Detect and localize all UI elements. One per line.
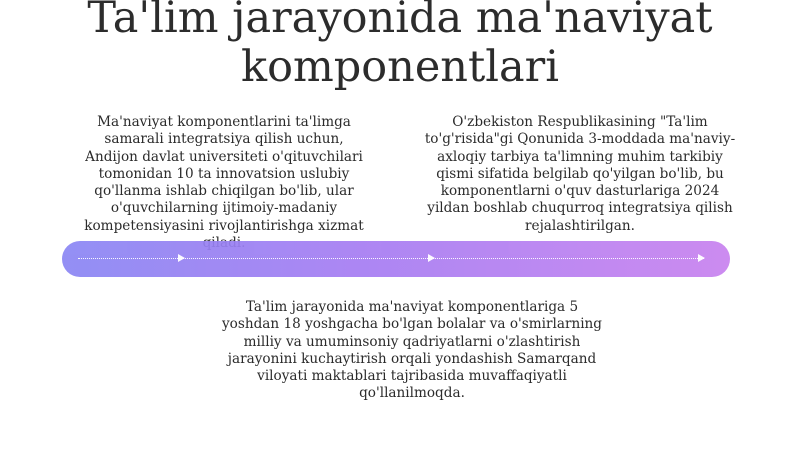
paragraph-left: Ma'naviyat komponentlarini ta'limga samarali integratsiya qilish uchun, Andijon davlat universiteti o'qituvchilari tomonidan 10 ta innovatsion uslubiy qo'llanma ishlab chiqilgan bo'lib, ular o'quvchilarning ijtimoiy-madaniy kompetensiyasini rivojlantirishga xizmat [84,114,364,234]
page-title: Ta'lim jarayonida ma'naviyat komponentlari [87,0,713,92]
paragraph-bottom: Ta'lim jarayonida ma'naviyat komponentlariga 5 yoshdan 18 yoshgacha bo'lgan bolalar va o'smirlarning milliy va umuminsoniy qadriyatlarni o'zlashtirish jarayonini kuchaytirish orqali yondashish Samarqand viloyati maktablari tajribasida muvaffaqiyatli qo'llanilmoqda. [222,299,603,402]
timeline-dotted-line [78,258,704,259]
timeline-bar [62,241,730,277]
paragraph-right: O'zbekiston Respublikasining "Ta'lim to'g'risida"gi Qonunida 3-moddada ma'naviy-axloqiy tarbiya ta'limning muhim tarkibiy qismi sifatida belgilab qo'yilgan bo'lib, bu komponentlarni o'quv dasturlariga 2024 yildan boshlab chuqurroq integratsiya qilish rejalashtirilgan. [424,114,736,234]
arrow-right-icon [178,254,185,262]
arrow-right-icon [698,254,705,262]
arrow-right-icon [428,254,435,262]
